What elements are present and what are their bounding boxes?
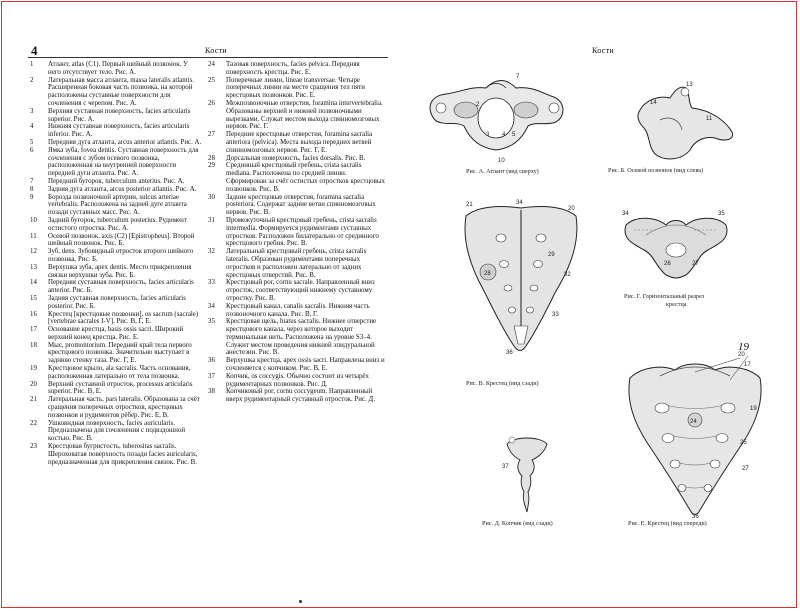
svg-text:26: 26 <box>664 261 671 267</box>
entry-text: Задний бугорок, tuberculum posterius. Рудимент остистого отростка. Рис. А. <box>48 216 187 232</box>
entry-number: 4 <box>30 123 34 131</box>
svg-text:5: 5 <box>512 132 516 138</box>
entry-text: Передний бугорок, tuberculum anterius. Рис. А. <box>48 177 185 185</box>
svg-text:29: 29 <box>548 252 555 258</box>
svg-text:32: 32 <box>564 272 571 278</box>
entry-number: 23 <box>30 443 37 451</box>
entry-number: 36 <box>208 357 215 365</box>
glossary-entry <box>208 100 385 131</box>
entry-text: Промежуточный крестцовый гребень, crista sacralis intermedia. Формируется рудиментами суставных отростков. Расположен билатерально от срединного крестцового гребня. Рис. В. <box>226 216 379 248</box>
svg-text:35: 35 <box>718 211 725 217</box>
entry-text: Борозда позвоночной артерии, sulcus arteriae vertebralis. Расположена на задней дуге атланта позади суставных масс. Рис. А. <box>48 193 187 217</box>
glossary-entry <box>30 178 202 186</box>
glossary-entry <box>208 194 385 217</box>
entry-number: 2 <box>30 76 34 84</box>
svg-text:19: 19 <box>750 406 757 412</box>
caption-fig-g-line1: Рис. Г. Горизонтальный разрез <box>624 293 705 300</box>
page-number: 4 <box>31 43 38 58</box>
entry-text: Атлант, atlas (C1). Первый шейный позвонок. У него отсутствует тело. Рис. А. <box>48 61 188 76</box>
entry-text: Задние крестцовые отверстия, foramina sacralia posteriora. Содержат задние ветви спинномозговых нервов. Рис. В. <box>226 193 376 217</box>
entry-text: Верхушка крестца, apex ossis sacri. Направлена вниз и сочленяется с копчиком. Рис. В, Е. <box>226 357 385 373</box>
entry-text: Копчик, os coccygis. Обычно состоит из четырёх рудиментарных позвонков. Рис. Д. <box>226 372 369 388</box>
glossary-entry <box>30 365 202 381</box>
svg-text:10: 10 <box>498 158 505 164</box>
svg-text:20: 20 <box>738 352 745 358</box>
glossary-entry <box>30 264 202 280</box>
entry-number: 27 <box>208 131 215 139</box>
svg-text:14: 14 <box>650 100 657 106</box>
entry-number: 20 <box>30 380 37 388</box>
glossary-entry <box>208 388 385 404</box>
entry-number: 29 <box>208 162 215 170</box>
entry-number: 18 <box>30 341 37 349</box>
figure-sacrum-section <box>616 205 736 285</box>
svg-text:20: 20 <box>568 206 575 212</box>
caption-fig-e: Рис. Е. Крестец (вид спереди) <box>628 520 707 527</box>
entry-number: 7 <box>30 177 34 185</box>
glossary-entry <box>208 357 385 373</box>
entry-text: Зуб, dens. Зубовидный отросток второго шейного позвонка. Рис. Б. <box>48 248 194 263</box>
entry-text: Передняя дуга атланта, arcus anterior atlantis. Рис. А. <box>48 138 202 146</box>
glossary-entry <box>30 123 202 139</box>
entry-number: 32 <box>208 248 215 256</box>
glossary-entry <box>30 233 202 249</box>
entry-text: Мыс, promontorium. Передний край тела первого крестцового позвонка. Значительно выступает в заднюю стенку таза. Рис. Г, Е. <box>48 341 192 365</box>
entry-number: 37 <box>208 372 215 380</box>
figure-sacrum-posterior <box>456 196 586 356</box>
entry-text: Нижняя суставная поверхность, facies articularis inferior. Рис. А. <box>48 123 190 139</box>
svg-text:4: 4 <box>502 132 506 138</box>
entry-text: Поперечные линии, lineae transversae. Четыре поперечных линии на месте сращения тел пяти крестцовых позвонков. Рис. Е. <box>226 76 365 100</box>
glossary-entry <box>30 311 202 327</box>
figure-sacrum-anterior <box>620 350 770 520</box>
caption-fig-g-line2: крестца <box>666 301 687 308</box>
entry-text: Верхний суставной отросток, processus articularis superior. Рис. В, Е. <box>48 380 193 396</box>
glossary-entry <box>30 186 202 194</box>
glossary-entry <box>208 279 385 302</box>
glossary-entry <box>30 217 202 233</box>
glossary-entry <box>208 217 385 248</box>
svg-text:34: 34 <box>516 200 523 206</box>
entry-number: 22 <box>30 419 37 427</box>
entry-number: 9 <box>30 193 34 201</box>
svg-text:3: 3 <box>486 132 490 138</box>
glossary-entry <box>208 131 385 154</box>
svg-text:36: 36 <box>506 350 513 356</box>
entry-text: Крестцовая щель, hiatus sacralis. Нижнее отверстие крестцового канала, через которое выходит терминальная нить. Расположена на уровне S3–4. Служит местом проведения нижней эпидуральной анестезии. Рис. В. <box>226 318 377 357</box>
figure-axis <box>620 80 740 170</box>
right-page <box>398 0 798 611</box>
entry-number: 28 <box>208 154 215 162</box>
glossary-entry <box>30 108 202 124</box>
glossary-entry <box>208 77 385 100</box>
svg-text:24: 24 <box>690 419 697 425</box>
svg-text:7: 7 <box>516 74 520 80</box>
entry-text: Тазовая поверхность, facies pelvica. Передняя поверхность крестца. Рис. Е. <box>226 61 360 76</box>
entry-number: 6 <box>30 146 34 154</box>
entry-text: Срединный крестцовый гребень, crista sacralis mediana. Расположена по средней линии. Сформирован за счёт остистых отростков крестцовых позвонков. Рис. В. <box>226 162 385 193</box>
glossary-entry <box>30 61 202 77</box>
glossary-entry <box>30 396 202 419</box>
entry-text: Крестцовое крыло, ala sacralis. Часть основания, расположенная латерально от тела позвонка. <box>48 365 191 380</box>
text-column-b <box>208 61 385 404</box>
caption-fig-v: Рис. В. Крестец (вид сзади) <box>466 380 539 387</box>
svg-text:33: 33 <box>552 312 559 318</box>
svg-text:37: 37 <box>502 464 509 470</box>
svg-text:36: 36 <box>692 514 699 520</box>
entry-text: Ямка зуба, fovea dentis. Суставная поверхность для сочленения с зубом осевого позвонка, расположенная на внутренней поверхности передней дуги атланта. Рис. А. <box>48 146 199 178</box>
glossary-entry <box>30 248 202 264</box>
entry-number: 34 <box>208 302 215 310</box>
entry-number: 16 <box>30 310 37 318</box>
glossary-entry <box>30 139 202 147</box>
running-head-left: Кости <box>205 46 227 55</box>
header-rule <box>28 57 388 58</box>
entry-text: Крестцовый канал, canalis sacralis. Нижняя часть позвоночного канала. Рис. В, Г. <box>226 302 370 318</box>
entry-text: Латеральный крестцовый гребень, crista sacralis lateralis. Образован рудиментами поперечных отростков и расположен латерально от задних крестцовых отверстий. Рис. В. <box>226 248 367 279</box>
entry-text: Латеральная часть, pars lateralis. Образована за счёт сращения поперечных отростков, крестцовых позвонков и рудиментов рёбер. Рис. Е, В. <box>48 396 200 419</box>
caption-fig-b: Рис. Б. Осевой позвонок (вид слева) <box>608 167 704 174</box>
entry-text: Крестцовая бугристость, tuberositas sacralis. Шероховатая поверхность позади facies auricularis, предназначенная для прикрепления связок. Рис. В. <box>48 443 198 466</box>
entry-number: 11 <box>30 232 37 240</box>
svg-text:11: 11 <box>706 116 713 122</box>
entry-number: 15 <box>30 294 37 302</box>
glossary-entry <box>208 373 385 389</box>
entry-text: Задняя суставная поверхность, facies articularis posterior. Рис. Б. <box>48 294 186 310</box>
svg-text:21: 21 <box>466 202 473 208</box>
entry-text: Верхняя суставная поверхность, facies articularis superior. Рис. А. <box>48 107 191 123</box>
glossary-entry <box>208 248 385 279</box>
entry-number: 1 <box>30 61 34 68</box>
glossary-entry <box>30 194 202 217</box>
svg-text:27: 27 <box>692 261 699 267</box>
figure-atlas <box>416 66 576 166</box>
glossary-entry <box>208 155 385 163</box>
entry-number: 30 <box>208 193 215 201</box>
entry-number: 17 <box>30 326 37 334</box>
entry-number: 3 <box>30 107 34 115</box>
svg-text:34: 34 <box>622 211 629 217</box>
glossary-entry <box>30 342 202 365</box>
glossary-entry <box>208 303 385 319</box>
glossary-entry <box>30 420 202 443</box>
text-column-a <box>30 61 202 466</box>
entry-text: Основание крестца, basis ossis sacri. Широкий верхний конец крестца. Рис. Е. <box>48 326 184 341</box>
entry-number: 14 <box>30 279 37 287</box>
entry-text: Крестцовый рог, cornu sacrale. Направленный вниз отросток, соответствующий нижнему суставному отростку. Рис. В. <box>226 279 375 302</box>
entry-number: 10 <box>30 216 37 224</box>
entry-number: 31 <box>208 216 215 224</box>
entry-text: Дорсальная поверхность, facies dorsalis. Рис. В. <box>226 154 366 162</box>
entry-number: 5 <box>30 138 34 146</box>
glossary-entry <box>30 326 202 342</box>
entry-text: Осевой позвонок, axis (C2) [Epistropheus]. Второй шейный позвонок. Рис. Б. <box>48 232 195 248</box>
svg-text:13: 13 <box>686 82 693 88</box>
glossary-entry <box>208 162 385 193</box>
bottom-mark <box>299 600 302 603</box>
caption-fig-d: Рис. Д. Копчик (вид сзади) <box>482 520 553 527</box>
handwritten-annotation: 19 <box>738 341 749 353</box>
entry-number: 38 <box>208 388 215 396</box>
entry-number: 26 <box>208 99 215 107</box>
entry-number: 24 <box>208 61 215 68</box>
entry-text: Копчиковый рог, cornu coccygeum. Направленный вверх рудиментарный суставный отросток. Рис. Д. <box>226 388 375 404</box>
glossary-entry <box>30 295 202 311</box>
entry-text: Верхушка зуба, apex dentis. Место прикрепления связки верхушки зуба. Рис. Б. <box>48 263 192 279</box>
entry-number: 12 <box>30 248 37 256</box>
glossary-entry <box>30 279 202 295</box>
svg-text:28: 28 <box>484 271 491 277</box>
svg-text:2: 2 <box>476 102 480 108</box>
svg-text:17: 17 <box>744 362 751 368</box>
running-head-right: Кости <box>592 46 614 55</box>
entry-number: 13 <box>30 263 37 271</box>
entry-number: 25 <box>208 76 215 84</box>
glossary-entry <box>30 381 202 397</box>
entry-text: Латеральная масса атланта, massa lateralis atlantis. Расширенная боковая часть позвонка, на которой расположены суставные поверхности для сочленения с черепом. Рис. А. <box>48 76 194 107</box>
entry-number: 35 <box>208 318 215 326</box>
caption-fig-a: Рис. А. Атлант (вид сверху) <box>466 168 539 175</box>
entry-number: 21 <box>30 396 37 404</box>
entry-text: Передние крестцовые отверстия, foramina sacralia anteriora (pelvica). Места выхода передних ветвей спинномозговых нервов. Рис. Г, Е. <box>226 131 373 154</box>
glossary-entry <box>30 147 202 178</box>
left-page <box>0 0 390 611</box>
glossary-entry <box>30 443 202 466</box>
entry-text: Крестец [крестцовые позвонки], os sacrum (sacrale) [vertebrae sacrales I-V]. Рис. В, Г, Е. <box>48 310 199 326</box>
entry-text: Межпозвоночные отверстия, foramina intervertebralia. Образованы верхней и нижней позвоночными вырезками. Служат местом выхода спинномозговых нервов. Рис. Г. <box>226 99 383 131</box>
entry-text: Ушковидная поверхность, facies auricularis. Предназначена для сочленения с подвздошной костью. Рис. В. <box>48 419 186 443</box>
entry-text: Задняя дуга атланта, arcus posterior atlantis. Рис. А. <box>48 185 197 193</box>
glossary-entry <box>208 61 385 77</box>
figure-coccyx <box>502 432 552 517</box>
svg-text:25: 25 <box>740 440 747 446</box>
entry-text: Передняя суставная поверхность, facies articularis anterior. Рис. Б. <box>48 279 194 295</box>
entry-number: 19 <box>30 365 37 373</box>
entry-number: 33 <box>208 279 215 287</box>
glossary-entry <box>30 77 202 108</box>
glossary-entry <box>208 318 385 357</box>
entry-number: 8 <box>30 185 34 193</box>
svg-text:27: 27 <box>742 466 749 472</box>
